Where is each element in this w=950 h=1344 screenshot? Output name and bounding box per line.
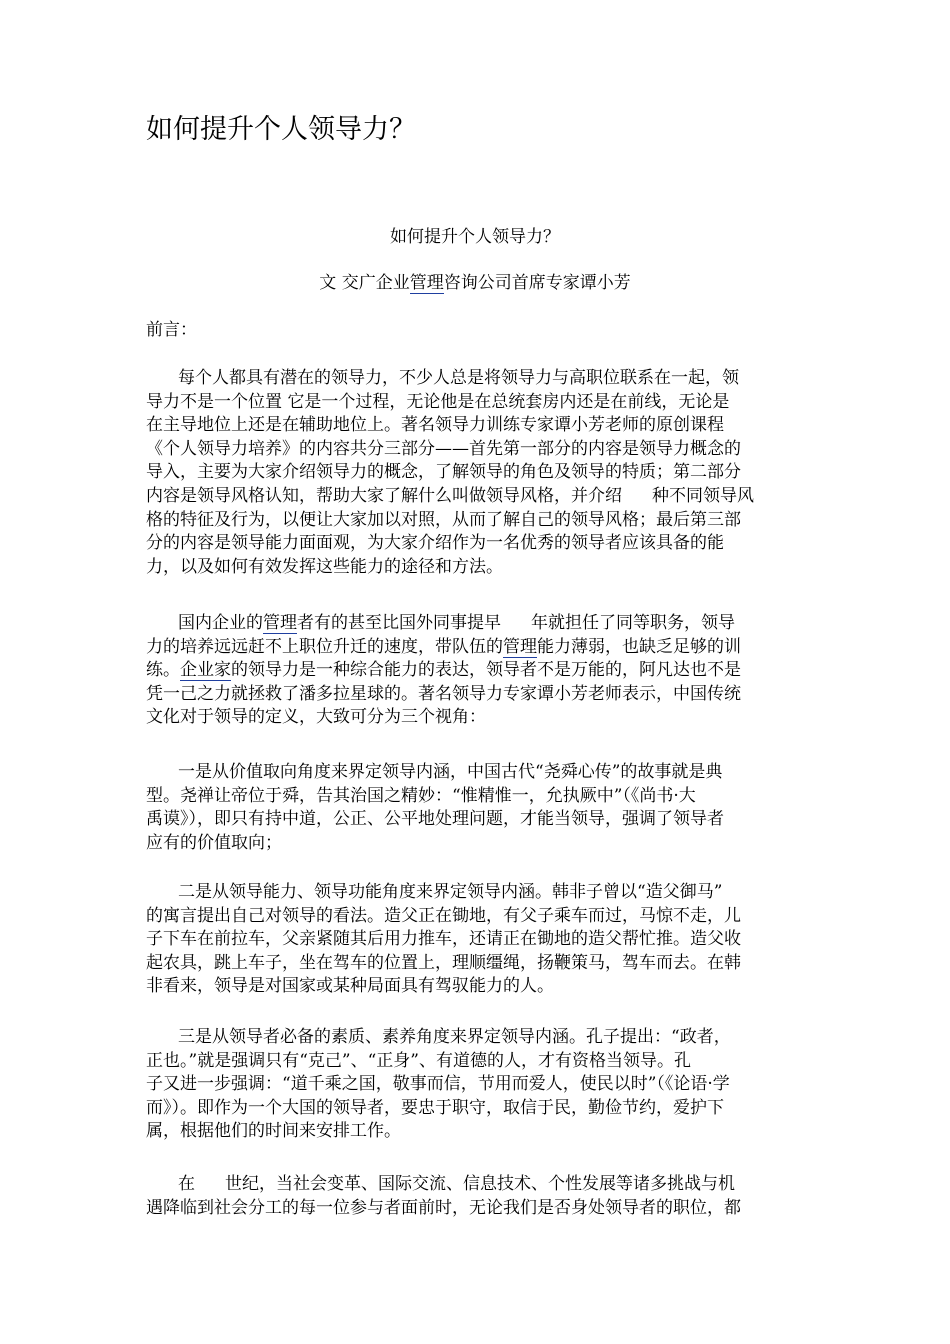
paragraph-line: 力，以及如何有效发挥这些能力的途径和方法。: [146, 556, 503, 577]
paragraph-line: 在主导地位上还是在辅助地位上。著名领导力训练专家谭小芳老师的原创课程: [146, 415, 724, 436]
text-run: 者有的甚至比国外同事提早: [297, 613, 501, 633]
paragraph-line: 子又进一步强调：“道千乘之国，敬事而信，节用而爱人，使民以时”（《论语·学: [146, 1074, 730, 1095]
text-run: 年就担任了同等职务，领导: [531, 613, 735, 633]
text-run: 内容是领导风格认知，帮助大家了解什么叫做领导风格，并介绍: [146, 485, 622, 506]
management-link[interactable]: 管理: [409, 273, 444, 293]
paragraph-3: [146, 761, 806, 855]
paragraph-line: 分的内容是领导能力面面观，为大家介绍作为一名优秀的领导者应该具备的能: [146, 533, 724, 554]
paragraph-line: 的寓言提出自己对领导的看法。造父正在锄地，有父子乘车而过，马惊不走，儿: [146, 905, 741, 926]
paragraph-line: 遇降临到社会分工的每一位参与者面前时，无论我们是否身处领导者的职位，都: [146, 1197, 741, 1218]
paragraph-line: [146, 612, 806, 636]
article-title: 如何提升个人领导力？: [390, 227, 560, 247]
paragraph-1: [146, 367, 806, 579]
byline-suffix: 咨询公司首席专家谭小芳: [443, 273, 631, 293]
paragraph-line: [146, 881, 806, 905]
text-run: 的领导力是一种综合能力的表达，领导者不是万能的，阿凡达也不是: [231, 660, 741, 681]
text-run: 一是从价值取向角度来界定领导内涵，中国古代“尧舜心传”的故事就是典: [178, 762, 723, 782]
text-run: 二是从领导能力、领导功能角度来界定领导内涵。韩非子曾以“造父御马”: [178, 882, 723, 902]
paragraph-4: [146, 881, 806, 999]
paragraph-line: 禹谟》），即只有持中道，公正、公平地处理问题，才能当领导，强调了领导者: [146, 809, 724, 830]
paragraph-line: [146, 1173, 806, 1197]
paragraph-line: 型。尧禅让帝位于舜，告其治国之精妙：“惟精惟一，允执厥中”（《尚书·大: [146, 785, 696, 806]
paragraph-line: [146, 636, 806, 660]
paragraph-2: [146, 612, 806, 730]
byline: [0, 271, 950, 295]
paragraph-line: 《个人领导力培养》的内容共分三部分——首先第一部分的内容是领导力概念的: [146, 438, 741, 459]
preface-label: 前言：: [146, 320, 197, 340]
entrepreneur-link[interactable]: 企业家: [180, 660, 231, 681]
text-run: 练。: [146, 660, 180, 681]
text-run: 国内企业的: [178, 613, 263, 633]
text-run: 三是从领导者必备的素质、素养角度来界定领导内涵。孔子提出：“政者，: [178, 1027, 731, 1047]
page-title: 如何提升个人领导力？: [146, 114, 416, 145]
byline-prefix: 文 交广企业: [319, 273, 410, 293]
management-link[interactable]: 管理: [503, 636, 537, 657]
paragraph-line: 而》）。即作为一个大国的领导者，要忠于职守，取信于民，勤俭节约，爱护下: [146, 1097, 724, 1118]
paragraph-line: [146, 485, 806, 509]
paragraph-line: 起农具，跳上车子，坐在驾车的位置上，理顺缰绳，扬鞭策马，驾车而去。在韩: [146, 952, 741, 973]
paragraph-line: [146, 761, 806, 785]
text-run: 在: [178, 1174, 195, 1194]
paragraph-line: 凭一己之力就拯救了潘多拉星球的。著名领导力专家谭小芳老师表示，中国传统: [146, 683, 741, 704]
text-run: 力的培养远远赶不上职位升迁的速度，带队伍的: [146, 636, 503, 657]
paragraph-line: 非看来，领导是对国家或某种局面具有驾驭能力的人。: [146, 976, 554, 997]
paragraph-line: 格的特征及行为，以便让大家加以对照，从而了解自己的领导风格；最后第三部: [146, 509, 741, 530]
paragraph-line: 应有的价值取向；: [146, 832, 282, 853]
text-run: 每个人都具有潜在的领导力，不少人总是将领导力与高职位联系在一起，领: [178, 368, 739, 388]
paragraph-line: 属，根据他们的时间来安排工作。: [146, 1121, 401, 1142]
text-run: 种不同领导风: [652, 485, 754, 506]
text-run: 世纪，当社会变革、国际交流、信息技术、个性发展等诸多挑战与机: [225, 1174, 735, 1194]
paragraph-line: [146, 367, 806, 391]
paragraph-line: 导入，主要为大家介绍领导力的概念，了解领导的角色及领导的特质；第二部分: [146, 462, 741, 483]
paragraph-line: 正也。”就是强调只有“克己”、“正身”、有道德的人，才有资格当领导。孔: [146, 1050, 691, 1071]
paragraph-6: [146, 1173, 806, 1220]
paragraph-line: 子下车在前拉车，父亲紧随其后用力推车，还请正在锄地的造父帮忙推。造父收: [146, 929, 741, 950]
paragraph-line: [146, 1026, 806, 1050]
paragraph-5: [146, 1026, 806, 1144]
text-run: 能力薄弱，也缺乏足够的训: [537, 636, 741, 657]
management-link[interactable]: 管理: [263, 613, 297, 633]
paragraph-line: 文化对于领导的定义，大致可分为三个视角：: [146, 707, 486, 728]
paragraph-line: 导力不是一个位置 它是一个过程，无论他是在总统套房内还是在前线，无论是: [146, 391, 730, 412]
paragraph-line: [146, 659, 806, 683]
